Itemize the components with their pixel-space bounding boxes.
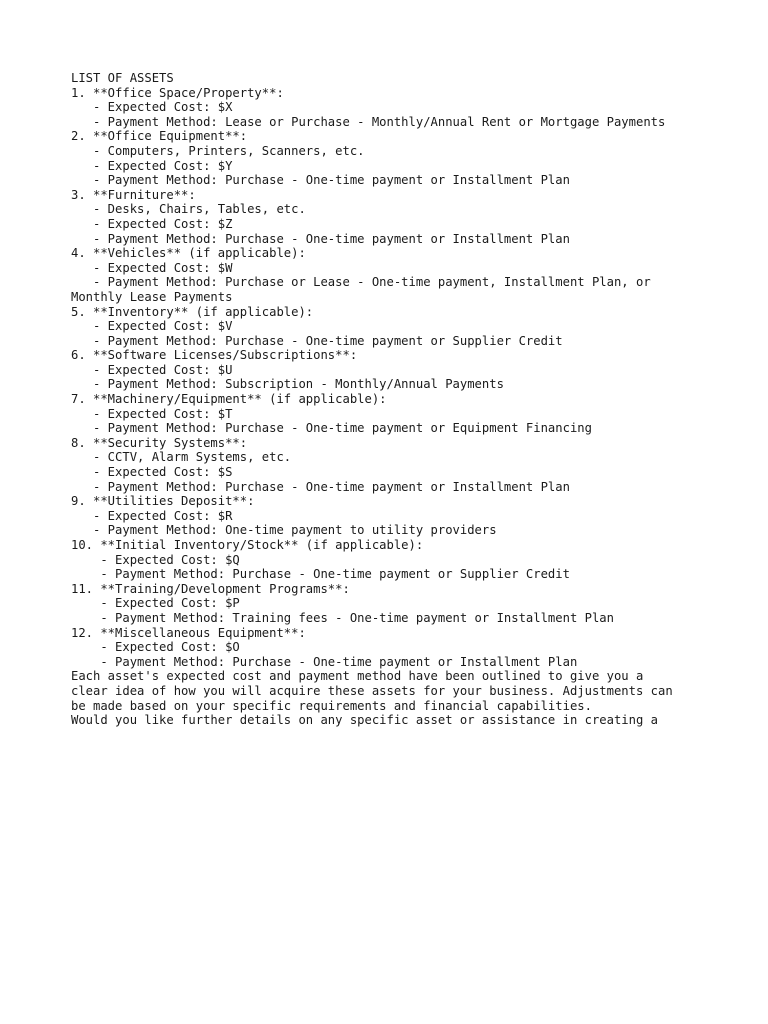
asset-title: 3. **Furniture**: (71, 187, 196, 202)
closing-line: Would you like further details on any specific asset or assistance in creating a (71, 713, 658, 728)
asset-detail: - Payment Method: Training fees - One-time payment or Installment Plan (71, 610, 614, 625)
asset-title: 10. **Initial Inventory/Stock** (if applicable): (71, 538, 424, 552)
asset-title: 12. **Miscellaneous Equipment**: (71, 625, 306, 640)
asset-item-4 (71, 246, 751, 304)
document-heading: LIST OF ASSETS (71, 71, 174, 85)
asset-title: 2. **Office Equipment**: (71, 129, 248, 144)
asset-detail: - Expected Cost: $X (71, 100, 233, 115)
asset-detail: - Payment Method: One-time payment to utility providers (71, 523, 497, 538)
asset-detail: - Payment Method: Purchase - One-time payment or Installment Plan (71, 654, 578, 669)
closing-question (71, 713, 751, 728)
asset-detail: - Payment Method: Purchase - One-time payment or Installment Plan (71, 479, 570, 494)
asset-detail: - Expected Cost: $W (71, 260, 233, 275)
asset-title: 7. **Machinery/Equipment** (if applicable): (71, 392, 387, 407)
asset-item-6 (71, 348, 751, 392)
asset-detail: - Payment Method: Purchase - One-time payment or Installment Plan (71, 231, 570, 246)
asset-detail: - Expected Cost: $Z (71, 216, 233, 231)
asset-item-7 (71, 392, 751, 436)
asset-item-2 (71, 129, 751, 187)
asset-detail: - Payment Method: Purchase - One-time payment or Supplier Credit (71, 333, 563, 348)
asset-title: 5. **Inventory** (if applicable): (71, 304, 314, 319)
asset-detail: - Expected Cost: $T (71, 406, 233, 421)
asset-title: 8. **Security Systems**: (71, 435, 248, 450)
asset-list (71, 86, 751, 670)
asset-detail: - Expected Cost: $Q (71, 552, 240, 567)
asset-detail: - Expected Cost: $R (71, 508, 233, 523)
asset-detail: Monthly Lease Payments (71, 289, 233, 304)
asset-detail: - Desks, Chairs, Tables, etc. (71, 202, 306, 217)
asset-item-1 (71, 86, 751, 130)
asset-item-10 (71, 538, 751, 582)
summary-paragraph (71, 669, 751, 713)
asset-detail: - Payment Method: Purchase - One-time payment or Installment Plan (71, 173, 570, 188)
asset-detail: - Payment Method: Lease or Purchase - Monthly/Annual Rent or Mortgage Payments (71, 114, 666, 129)
asset-item-5 (71, 305, 751, 349)
summary-line: clear idea of how you will acquire these assets for your business. Adjustments can (71, 683, 673, 698)
asset-detail: - Expected Cost: $V (71, 319, 233, 334)
asset-detail: - Payment Method: Purchase or Lease - One-time payment, Installment Plan, or (71, 275, 651, 290)
asset-detail: - Expected Cost: $P (71, 596, 240, 611)
asset-detail: - Expected Cost: $U (71, 362, 233, 377)
asset-detail: - Payment Method: Subscription - Monthly/Annual Payments (71, 377, 504, 392)
asset-item-12 (71, 626, 751, 670)
asset-item-3 (71, 188, 751, 246)
asset-title: 4. **Vehicles** (if applicable): (71, 246, 306, 261)
asset-detail: - Computers, Printers, Scanners, etc. (71, 143, 365, 158)
document-body (71, 71, 751, 728)
asset-title: 6. **Software Licenses/Subscriptions**: (71, 348, 358, 363)
asset-detail: - Payment Method: Purchase - One-time payment or Equipment Financing (71, 421, 592, 436)
asset-detail: - Expected Cost: $O (71, 640, 240, 655)
asset-item-8 (71, 436, 751, 494)
summary-line: be made based on your specific requirements and financial capabilities. (71, 698, 592, 713)
asset-detail: - Expected Cost: $S (71, 465, 233, 480)
asset-detail: - Payment Method: Purchase - One-time payment or Supplier Credit (71, 567, 570, 582)
asset-title: 1. **Office Space/Property**: (71, 85, 284, 100)
asset-detail: - Expected Cost: $Y (71, 158, 233, 173)
asset-item-9 (71, 494, 751, 538)
asset-item-11 (71, 582, 751, 626)
asset-title: 11. **Training/Development Programs**: (71, 581, 350, 596)
asset-detail: - CCTV, Alarm Systems, etc. (71, 450, 292, 465)
summary-line: Each asset's expected cost and payment method have been outlined to give you a (71, 669, 644, 684)
asset-title: 9. **Utilities Deposit**: (71, 494, 255, 509)
